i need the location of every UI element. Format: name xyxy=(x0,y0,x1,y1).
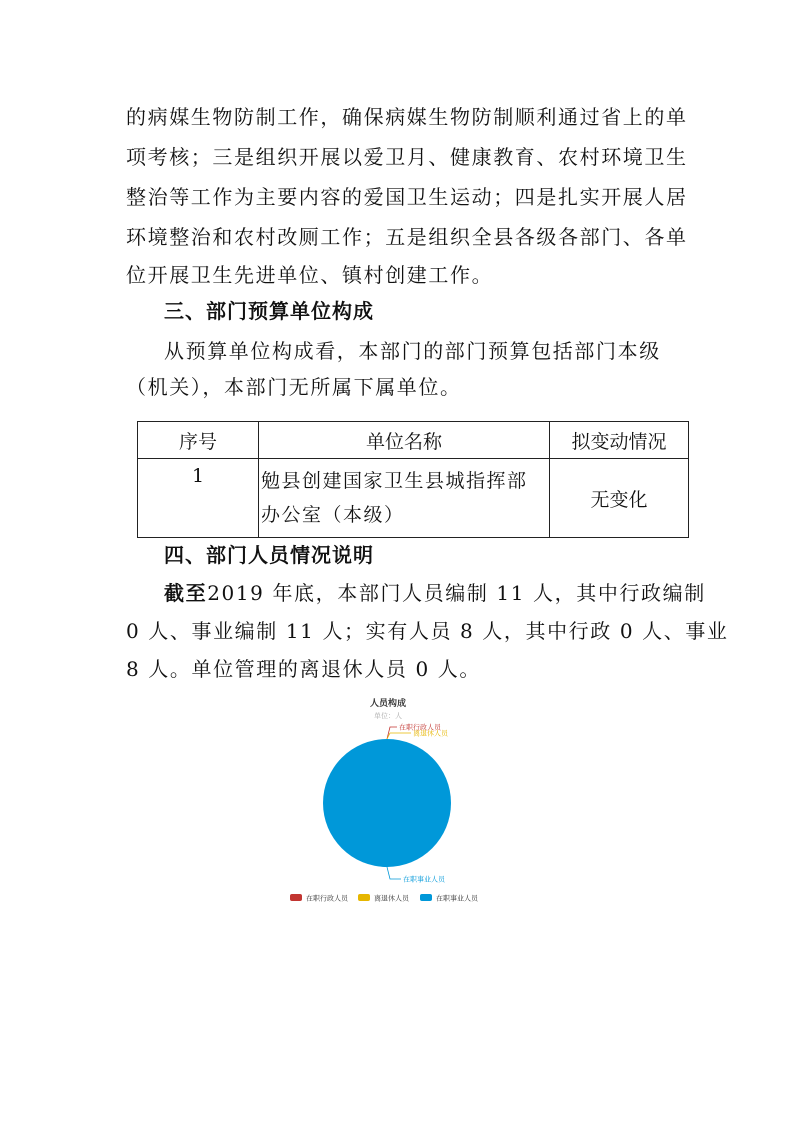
pie-slices xyxy=(323,739,451,867)
legend-swatch xyxy=(420,894,432,901)
budget-unit-table xyxy=(137,421,689,538)
staff-composition-pie-chart xyxy=(280,690,510,920)
paragraph-line: 8 人。单位管理的离退休人员 0 人。 xyxy=(126,657,481,681)
paragraph-line: （机关），本部门无所属下属单位。 xyxy=(126,375,462,399)
paragraph-line: 位开展卫生先进单位、镇村创建工作。 xyxy=(126,263,494,287)
paragraph-line: 从预算单位构成看，本部门的部门预算包括部门本级 xyxy=(164,339,661,363)
chart-title: 人员构成 xyxy=(369,699,407,709)
paragraph-line: 项考核；三是组织开展以爱卫月、健康教育、农村环境卫生 xyxy=(126,145,688,169)
table-row xyxy=(138,459,689,538)
paragraph-bold-lead: 截至 xyxy=(164,581,208,605)
chart-subtitle: 单位：人 xyxy=(374,712,402,720)
table-cell-change: 无变化 xyxy=(550,459,689,538)
pie-slice xyxy=(323,739,451,867)
pie-slice-label: 离退休人员 xyxy=(413,729,448,738)
paragraph-line: 整治等工作为主要内容的爱国卫生运动；四是扎实开展人居 xyxy=(126,185,688,209)
table-header-name: 单位名称 xyxy=(259,422,550,459)
paragraph-line: 的病媒生物防制工作，确保病媒生物防制顺利通过省上的单 xyxy=(126,105,688,129)
pie-leader-line xyxy=(387,867,401,879)
legend-label: 离退休人员 xyxy=(374,894,409,903)
table-header-change: 拟变动情况 xyxy=(550,422,689,459)
paragraph-line: 环境整治和农村改厕工作；五是组织全县各级各部门、各单 xyxy=(126,225,688,249)
section-heading-3: 三、部门预算单位构成 xyxy=(164,299,374,323)
pie-leader-line xyxy=(387,733,411,739)
table-cell-index: 1 xyxy=(138,459,259,538)
table-cell-name-line1: 勉县创建国家卫生县城指挥部 xyxy=(261,470,528,492)
legend-swatch xyxy=(290,894,302,901)
pie-slice-label: 在职事业人员 xyxy=(403,875,445,884)
paragraph-line: 0 人、事业编制 11 人；实有人员 8 人，其中行政 0 人、事业 xyxy=(126,619,729,643)
table-header-row xyxy=(138,422,689,459)
paragraph-text: 2019 年底，本部门人员编制 11 人，其中行政编制 xyxy=(207,581,706,605)
legend-swatch xyxy=(358,894,370,901)
table-cell-name-line2: 办公室（本级） xyxy=(261,504,405,526)
legend-label: 在职行政人员 xyxy=(306,894,348,903)
table-header-index: 序号 xyxy=(138,422,259,459)
pie-slice-label: 在职行政人员 xyxy=(399,723,441,732)
paragraph-line xyxy=(164,580,724,606)
section-heading-4: 四、部门人员情况说明 xyxy=(164,543,374,567)
legend-label: 在职事业人员 xyxy=(436,894,478,903)
chart-legend xyxy=(290,894,479,903)
table-cell-name xyxy=(259,459,550,538)
